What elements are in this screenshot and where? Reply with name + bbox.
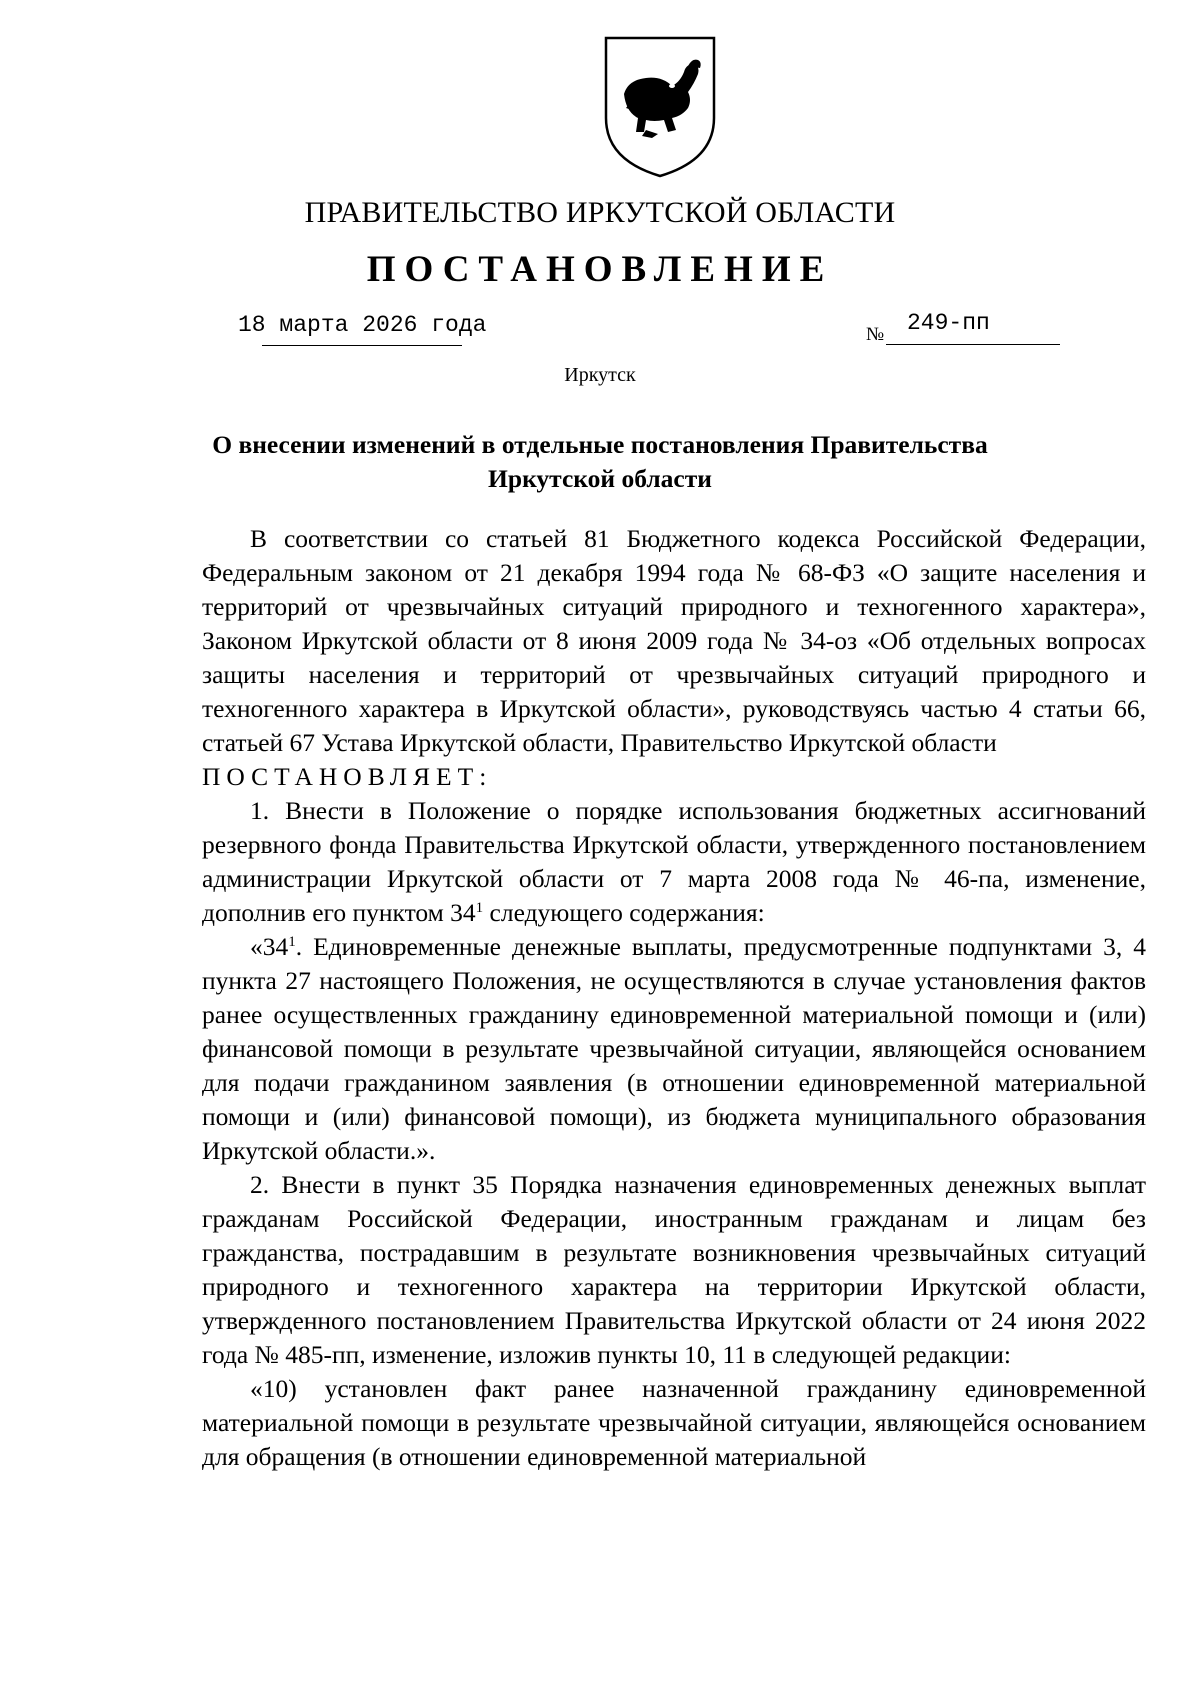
quote-2-paragraph: «10) установлен факт ранее назначенной гражданину единовременной материальной помощи в результате чрезвычайной ситуации, являющейся основанием для обращения (в отношении единовременной материальной xyxy=(202,1374,1146,1471)
item-2-paragraph: 2. Внести в пункт 35 Порядка назначения единовременных денежных выплат гражданам Российской Федерации, иностранным гражданам и лицам без гражданства, пострадавшим в результате возникновения чрезвычайных ситуаций природного и техногенного характера на территории Иркутской области, утвержденного постановлением Правительства Иркутской области от 24 июня 2022 года № 485-пп, изменение, изложив пункты 10, 11 в следующей редакции: xyxy=(202,1170,1146,1369)
preamble-paragraph: В соответствии со статьей 81 Бюджетного кодекса Российской Федерации, Федеральным законом от 21 декабря 1994 года № 68-ФЗ «О защите населения и территорий от чрезвычайных ситуаций природного и техногенного характера», Законом Иркутской области от 8 июня 2009 года № 34-оз «Об отдельных вопросах защиты населения и территорий от чрезвычайных ситуаций природного и техногенного характера в Иркутской области», руководствуясь частью 4 статьи 66, статьей 67 Устава Иркутской области, Правительство Иркутской области xyxy=(202,524,1146,757)
quote-1-superscript: 1 xyxy=(288,934,296,950)
document-body xyxy=(202,522,1146,1474)
resolves-word: ПОСТАНОВЛЯЕТ: xyxy=(202,762,493,791)
document-date: 18 марта 2026 года xyxy=(238,312,487,338)
document-type: ПОСТАНОВЛЕНИЕ xyxy=(366,249,834,290)
document-subject: О внесении изменений в отдельные постановления Правительства Иркутской области xyxy=(212,430,988,493)
item-1-text: 1. Внести в Положение о порядке использования бюджетных ассигнований резервного фонда Правительства Иркутской области, утвержденного постановлением администрации Иркутской области от 7 марта 2008 года № 46-па, изменение, дополнив его пунктом 34 xyxy=(202,796,1146,927)
coat-of-arms-icon xyxy=(602,34,718,180)
quote-1-text: . Единовременные денежные выплаты, предусмотренные подпунктами 3, 4 пункта 27 настоящего Положения, не осуществляются в случае установления фактов ранее осуществленных гражданину единовременной материальной помощи и (или) финансовой помощи в результате чрезвычайной ситуации, являющейся основанием для подачи гражданином заявления (в отношении единовременной материальной помощи и (или) финансовой помощи), из бюджета муниципального образования Иркутской области.». xyxy=(202,932,1146,1165)
item-1-paragraph xyxy=(202,794,1146,930)
number-label: № xyxy=(866,324,885,345)
quote-1-paragraph xyxy=(202,930,1146,1168)
quote-1-open: «34 xyxy=(250,932,289,961)
item-1-text-end: следующего содержания: xyxy=(483,898,765,927)
city-name: Иркутск xyxy=(564,364,636,386)
document-number: 249-пп xyxy=(907,310,990,336)
date-underline xyxy=(262,345,462,346)
number-underline xyxy=(886,344,1060,345)
item-1-superscript: 1 xyxy=(475,900,484,916)
government-name: ПРАВИТЕЛЬСТВО ИРКУТСКОЙ ОБЛАСТИ xyxy=(304,196,896,229)
